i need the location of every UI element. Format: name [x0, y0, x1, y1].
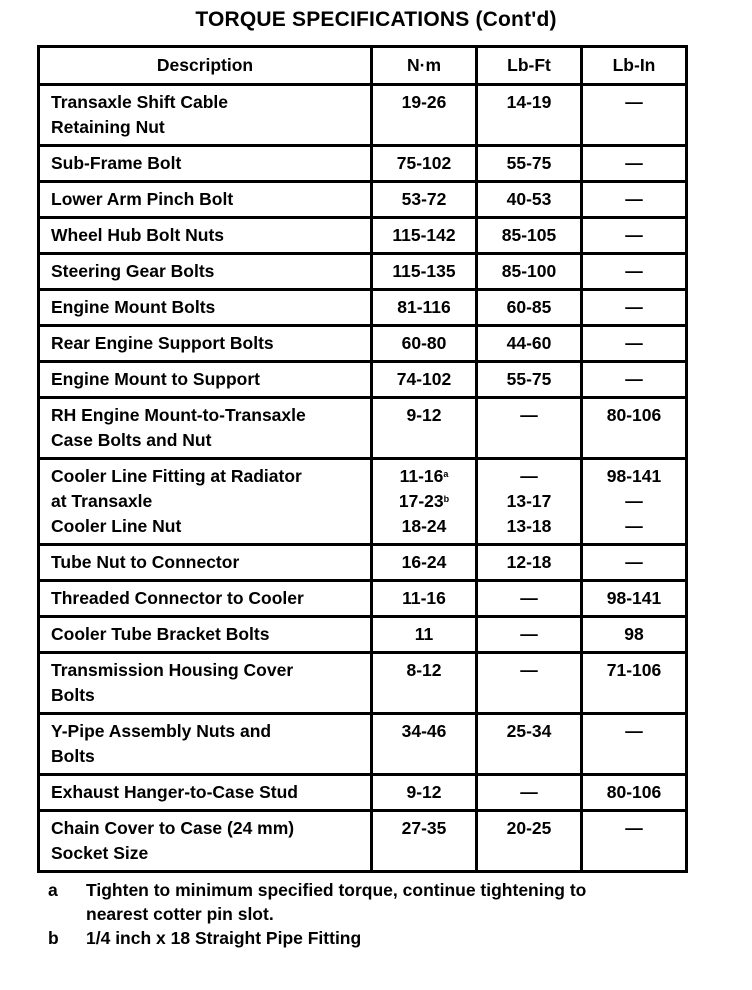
lbin-cell-line: — [625, 92, 643, 112]
description-cell [39, 290, 372, 326]
table-row [39, 146, 687, 182]
lbin-cell-line: 80-106 [606, 782, 662, 802]
description-cell-line: Sub-Frame Bolt [51, 153, 182, 173]
description-cell [39, 146, 372, 182]
nm-cell-line: 34-46 [401, 721, 447, 741]
lbft-cell-line: 14-19 [506, 92, 552, 112]
table-header-row [39, 47, 687, 85]
table-row [39, 653, 687, 714]
lbin-cell [582, 617, 687, 653]
lbft-cell [477, 362, 582, 398]
description-cell-line: Bolts [51, 746, 95, 766]
nm-cell [372, 398, 477, 459]
description-cell-line: Rear Engine Support Bolts [51, 333, 274, 353]
table-row [39, 811, 687, 872]
lbin-cell [582, 581, 687, 617]
lbin-cell [582, 545, 687, 581]
lbft-cell-line: — [520, 588, 538, 608]
description-cell [39, 775, 372, 811]
lbft-cell-line: 13-18 [506, 516, 552, 536]
page-title: TORQUE SPECIFICATIONS (Cont'd) [195, 8, 557, 31]
lbft-cell-line: 85-100 [501, 261, 557, 281]
lbft-cell-line: — [520, 660, 538, 680]
lbin-cell-line: — [625, 225, 643, 245]
nm-cell-line: 74-102 [396, 369, 452, 389]
table-row [39, 617, 687, 653]
torque-spec-table [37, 45, 688, 873]
nm-cell [372, 85, 477, 146]
description-cell-line: RH Engine Mount-to-Transaxle [51, 405, 306, 425]
description-cell [39, 218, 372, 254]
lbft-cell [477, 85, 582, 146]
description-cell-line: Y-Pipe Assembly Nuts and [51, 721, 272, 741]
description-cell-line: Threaded Connector to Cooler [51, 588, 304, 608]
column-header-nm: N·m [372, 47, 477, 85]
description-cell-line: Engine Mount Bolts [51, 297, 216, 317]
description-cell-line: Steering Gear Bolts [51, 261, 215, 281]
description-cell [39, 85, 372, 146]
lbft-cell-line: 44-60 [506, 333, 552, 353]
footnote-marker: a [443, 469, 449, 479]
nm-cell-line: 81-116 [397, 297, 451, 317]
lbin-cell-line: — [625, 491, 643, 511]
lbin-cell [582, 146, 687, 182]
description-cell [39, 182, 372, 218]
lbin-cell [582, 811, 687, 872]
footnote-key: b [48, 928, 59, 948]
description-cell [39, 714, 372, 775]
nm-cell [372, 581, 477, 617]
footnote-key: a [48, 880, 58, 900]
lbin-cell-line: 71-106 [606, 660, 662, 680]
lbin-cell [582, 290, 687, 326]
description-cell [39, 326, 372, 362]
lbft-cell [477, 775, 582, 811]
footnote [48, 878, 708, 926]
description-cell [39, 581, 372, 617]
nm-cell [372, 775, 477, 811]
nm-cell-line [373, 464, 475, 489]
lbft-cell [477, 545, 582, 581]
description-cell-line: Bolts [51, 685, 95, 705]
nm-cell-value: 11-16 [399, 466, 444, 486]
description-cell-line: Tube Nut to Connector [51, 552, 240, 572]
description-cell [39, 459, 372, 545]
nm-cell [372, 811, 477, 872]
lbft-cell-line: 25-34 [506, 721, 552, 741]
table-row [39, 326, 687, 362]
description-cell-line: Lower Arm Pinch Bolt [51, 189, 234, 209]
footnote-line: Tighten to minimum specified torque, continue tightening to [86, 880, 587, 900]
description-cell-line: Cooler Line Nut [51, 516, 182, 536]
lbft-cell-line: — [520, 405, 538, 425]
nm-cell-line: 16-24 [401, 552, 447, 572]
nm-cell [372, 146, 477, 182]
nm-cell [372, 459, 477, 545]
description-cell-line: Wheel Hub Bolt Nuts [51, 225, 225, 245]
lbin-cell [582, 362, 687, 398]
lbin-cell-line: — [625, 297, 643, 317]
lbft-cell [477, 218, 582, 254]
description-cell [39, 398, 372, 459]
description-cell-line: Transaxle Shift Cable [51, 92, 229, 112]
table-row [39, 545, 687, 581]
column-header-description: Description [39, 47, 372, 85]
lbin-cell-line: — [625, 818, 643, 838]
nm-cell-line: 9-12 [406, 405, 442, 425]
description-cell-line: Engine Mount to Support [51, 369, 260, 389]
nm-cell [372, 362, 477, 398]
nm-cell [372, 714, 477, 775]
lbft-cell-line: 12-18 [506, 552, 552, 572]
nm-cell-line: 9-12 [406, 782, 442, 802]
lbin-cell-line: — [625, 369, 643, 389]
description-cell [39, 617, 372, 653]
description-cell [39, 545, 372, 581]
nm-cell-line: 19-26 [401, 92, 447, 112]
lbin-cell-line: 98-141 [606, 588, 662, 608]
footnote-line: 1/4 inch x 18 Straight Pipe Fitting [86, 928, 362, 948]
lbin-cell-line: — [625, 333, 643, 353]
lbft-cell [477, 714, 582, 775]
table-row [39, 182, 687, 218]
table-row [39, 290, 687, 326]
lbft-cell [477, 398, 582, 459]
footnotes [48, 878, 708, 950]
nm-cell [372, 326, 477, 362]
table-row [39, 775, 687, 811]
lbin-cell-line: 98-141 [606, 466, 662, 486]
lbft-cell-line: 55-75 [506, 153, 552, 173]
lbft-cell-line: 85-105 [501, 225, 557, 245]
nm-cell-line: 60-80 [401, 333, 447, 353]
lbin-cell-line: — [625, 516, 643, 536]
lbft-cell [477, 459, 582, 545]
lbin-cell-line: — [625, 189, 643, 209]
lbin-cell-line: 80-106 [606, 405, 662, 425]
nm-cell [372, 182, 477, 218]
nm-cell-line: 8-12 [406, 660, 442, 680]
lbft-cell-line: — [520, 466, 538, 486]
nm-cell-line: 27-35 [401, 818, 447, 838]
nm-cell-line: 115-135 [392, 261, 456, 281]
lbft-cell-line: 20-25 [506, 818, 552, 838]
footnote-text [86, 878, 708, 926]
table-row [39, 714, 687, 775]
lbft-cell-line: 13-17 [506, 491, 552, 511]
lbin-cell [582, 218, 687, 254]
lbft-cell [477, 617, 582, 653]
description-cell-line: at Transaxle [51, 491, 153, 511]
table-row [39, 398, 687, 459]
column-header-lbin: Lb-In [582, 47, 687, 85]
description-cell [39, 362, 372, 398]
description-cell-line: Cooler Line Fitting at Radiator [51, 466, 302, 486]
description-cell-line: Retaining Nut [51, 117, 165, 137]
nm-cell [372, 545, 477, 581]
lbin-cell-line: — [625, 721, 643, 741]
description-cell [39, 254, 372, 290]
nm-cell [372, 218, 477, 254]
table-row [39, 459, 687, 545]
lbft-cell [477, 146, 582, 182]
nm-cell-line: 18-24 [401, 516, 447, 536]
lbin-cell [582, 653, 687, 714]
nm-cell [372, 617, 477, 653]
nm-cell-line [373, 489, 475, 514]
description-cell-line: Socket Size [51, 843, 149, 863]
table-row [39, 218, 687, 254]
description-cell-line: Transmission Housing Cover [51, 660, 294, 680]
lbin-cell [582, 398, 687, 459]
table-row [39, 85, 687, 146]
footnote-marker: b [443, 494, 450, 504]
nm-cell [372, 290, 477, 326]
lbin-cell [582, 182, 687, 218]
nm-cell-line: 75-102 [396, 153, 452, 173]
nm-cell-line: 11 [414, 624, 434, 644]
description-cell [39, 811, 372, 872]
column-header-lbft: Lb-Ft [477, 47, 582, 85]
description-cell-line: Case Bolts and Nut [51, 430, 212, 450]
table-row [39, 581, 687, 617]
table-body [39, 85, 687, 872]
footnote [48, 926, 708, 950]
lbft-cell [477, 581, 582, 617]
lbin-cell [582, 459, 687, 545]
table-row [39, 254, 687, 290]
footnote-text [86, 926, 708, 950]
lbft-cell-line: 40-53 [506, 189, 552, 209]
lbin-cell [582, 326, 687, 362]
nm-cell [372, 653, 477, 714]
lbin-cell [582, 85, 687, 146]
lbft-cell [477, 653, 582, 714]
lbin-cell-line: — [625, 552, 643, 572]
lbft-cell [477, 290, 582, 326]
table-row [39, 362, 687, 398]
nm-cell [372, 254, 477, 290]
description-cell [39, 653, 372, 714]
description-cell-line: Exhaust Hanger-to-Case Stud [51, 782, 298, 802]
footnote-line: nearest cotter pin slot. [86, 904, 274, 924]
lbin-cell-line: — [625, 261, 643, 281]
description-cell-line: Cooler Tube Bracket Bolts [51, 624, 270, 644]
nm-cell-value: 17-23 [398, 491, 444, 511]
lbin-cell-line: — [625, 153, 643, 173]
lbin-cell [582, 254, 687, 290]
lbft-cell-line: 55-75 [506, 369, 552, 389]
lbft-cell-line: 60-85 [506, 297, 552, 317]
nm-cell-line: 53-72 [401, 189, 447, 209]
lbin-cell [582, 775, 687, 811]
nm-cell-line: 11-16 [402, 588, 446, 608]
lbft-cell [477, 254, 582, 290]
lbft-cell [477, 182, 582, 218]
lbft-cell-line: — [520, 782, 538, 802]
lbft-cell [477, 326, 582, 362]
nm-cell-line: 115-142 [392, 225, 456, 245]
lbin-cell-line: 98 [624, 624, 644, 644]
lbin-cell [582, 714, 687, 775]
description-cell-line: Chain Cover to Case (24 mm) [51, 818, 295, 838]
lbft-cell-line: — [520, 624, 538, 644]
lbft-cell [477, 811, 582, 872]
